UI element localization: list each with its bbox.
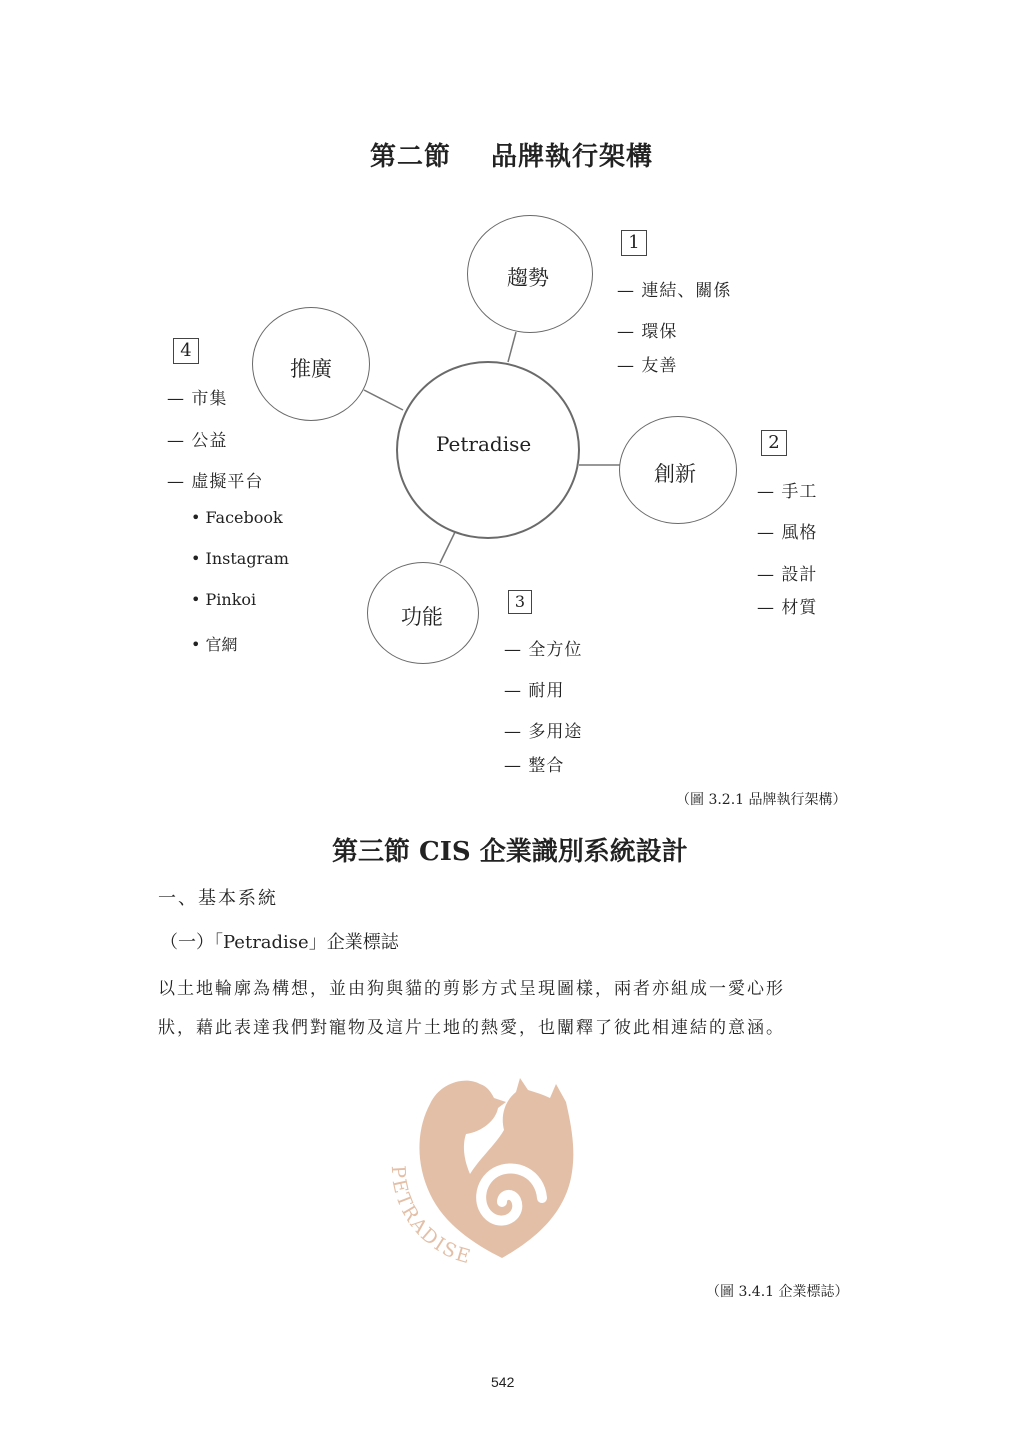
heading-logo: （一）「Petradise」企業標誌: [160, 932, 399, 953]
paragraph-line: 狀，藉此表達我們對寵物及這片土地的熱愛，也闡釋了彼此相連結的意涵。: [158, 1018, 785, 1038]
logo-wordmark: PETRADISE: [386, 1164, 475, 1269]
diagram-caption: （圖 3.2.1 品牌執行架構）: [676, 792, 847, 808]
group-1-item: — 連結、關係: [617, 281, 732, 301]
innovate-node-label: 創新: [654, 462, 696, 486]
group-2-number: 2: [761, 430, 787, 456]
page-number: 542: [491, 1374, 515, 1390]
group-4-item: — 虛擬平台: [167, 472, 264, 492]
group-1-item: — 環保: [617, 322, 678, 342]
trend-node-label: 趨勢: [507, 266, 549, 290]
group-3-item: — 全方位: [504, 640, 583, 660]
group-2-item: — 風格: [757, 523, 818, 543]
promote-node-label: 推廣: [290, 357, 332, 381]
group-3-item: — 多用途: [504, 722, 583, 742]
group-4-sub-item: • Facebook: [191, 508, 283, 527]
group-1-number: 1: [621, 230, 647, 256]
group-4-item: — 公益: [167, 431, 228, 451]
group-3-item: — 整合: [504, 756, 565, 776]
group-2-item: — 設計: [757, 565, 818, 585]
group-3-number: 3: [508, 590, 532, 614]
group-2-item: — 手工: [757, 482, 818, 502]
paragraph-line: 以土地輪廓為構想，並由狗與貓的剪影方式呈現圖樣，兩者亦組成一愛心形: [158, 979, 785, 999]
group-4-number: 4: [173, 338, 199, 364]
petradise-logo: [370, 1068, 610, 1288]
group-4-sub-item: • 官網: [191, 635, 238, 654]
group-2-item: — 材質: [757, 598, 818, 618]
group-4-sub-item: • Pinkoi: [191, 590, 257, 609]
logo-caption: （圖 3.4.1 企業標誌）: [706, 1284, 849, 1300]
section-title-text: 品牌執行架構: [491, 142, 654, 172]
group-3-item: — 耐用: [504, 681, 565, 701]
section3-title: 第三節 CIS 企業識別系統設計: [332, 837, 688, 867]
heading-basic-system: 一、基本系統: [158, 888, 278, 909]
center-node-label: Petradise: [436, 432, 532, 456]
section-title-number: 第二節: [370, 142, 452, 172]
function-node-label: 功能: [401, 605, 443, 629]
group-4-sub-item: • Instagram: [191, 549, 289, 568]
group-4-item: — 市集: [167, 389, 228, 409]
group-1-item: — 友善: [617, 356, 678, 376]
